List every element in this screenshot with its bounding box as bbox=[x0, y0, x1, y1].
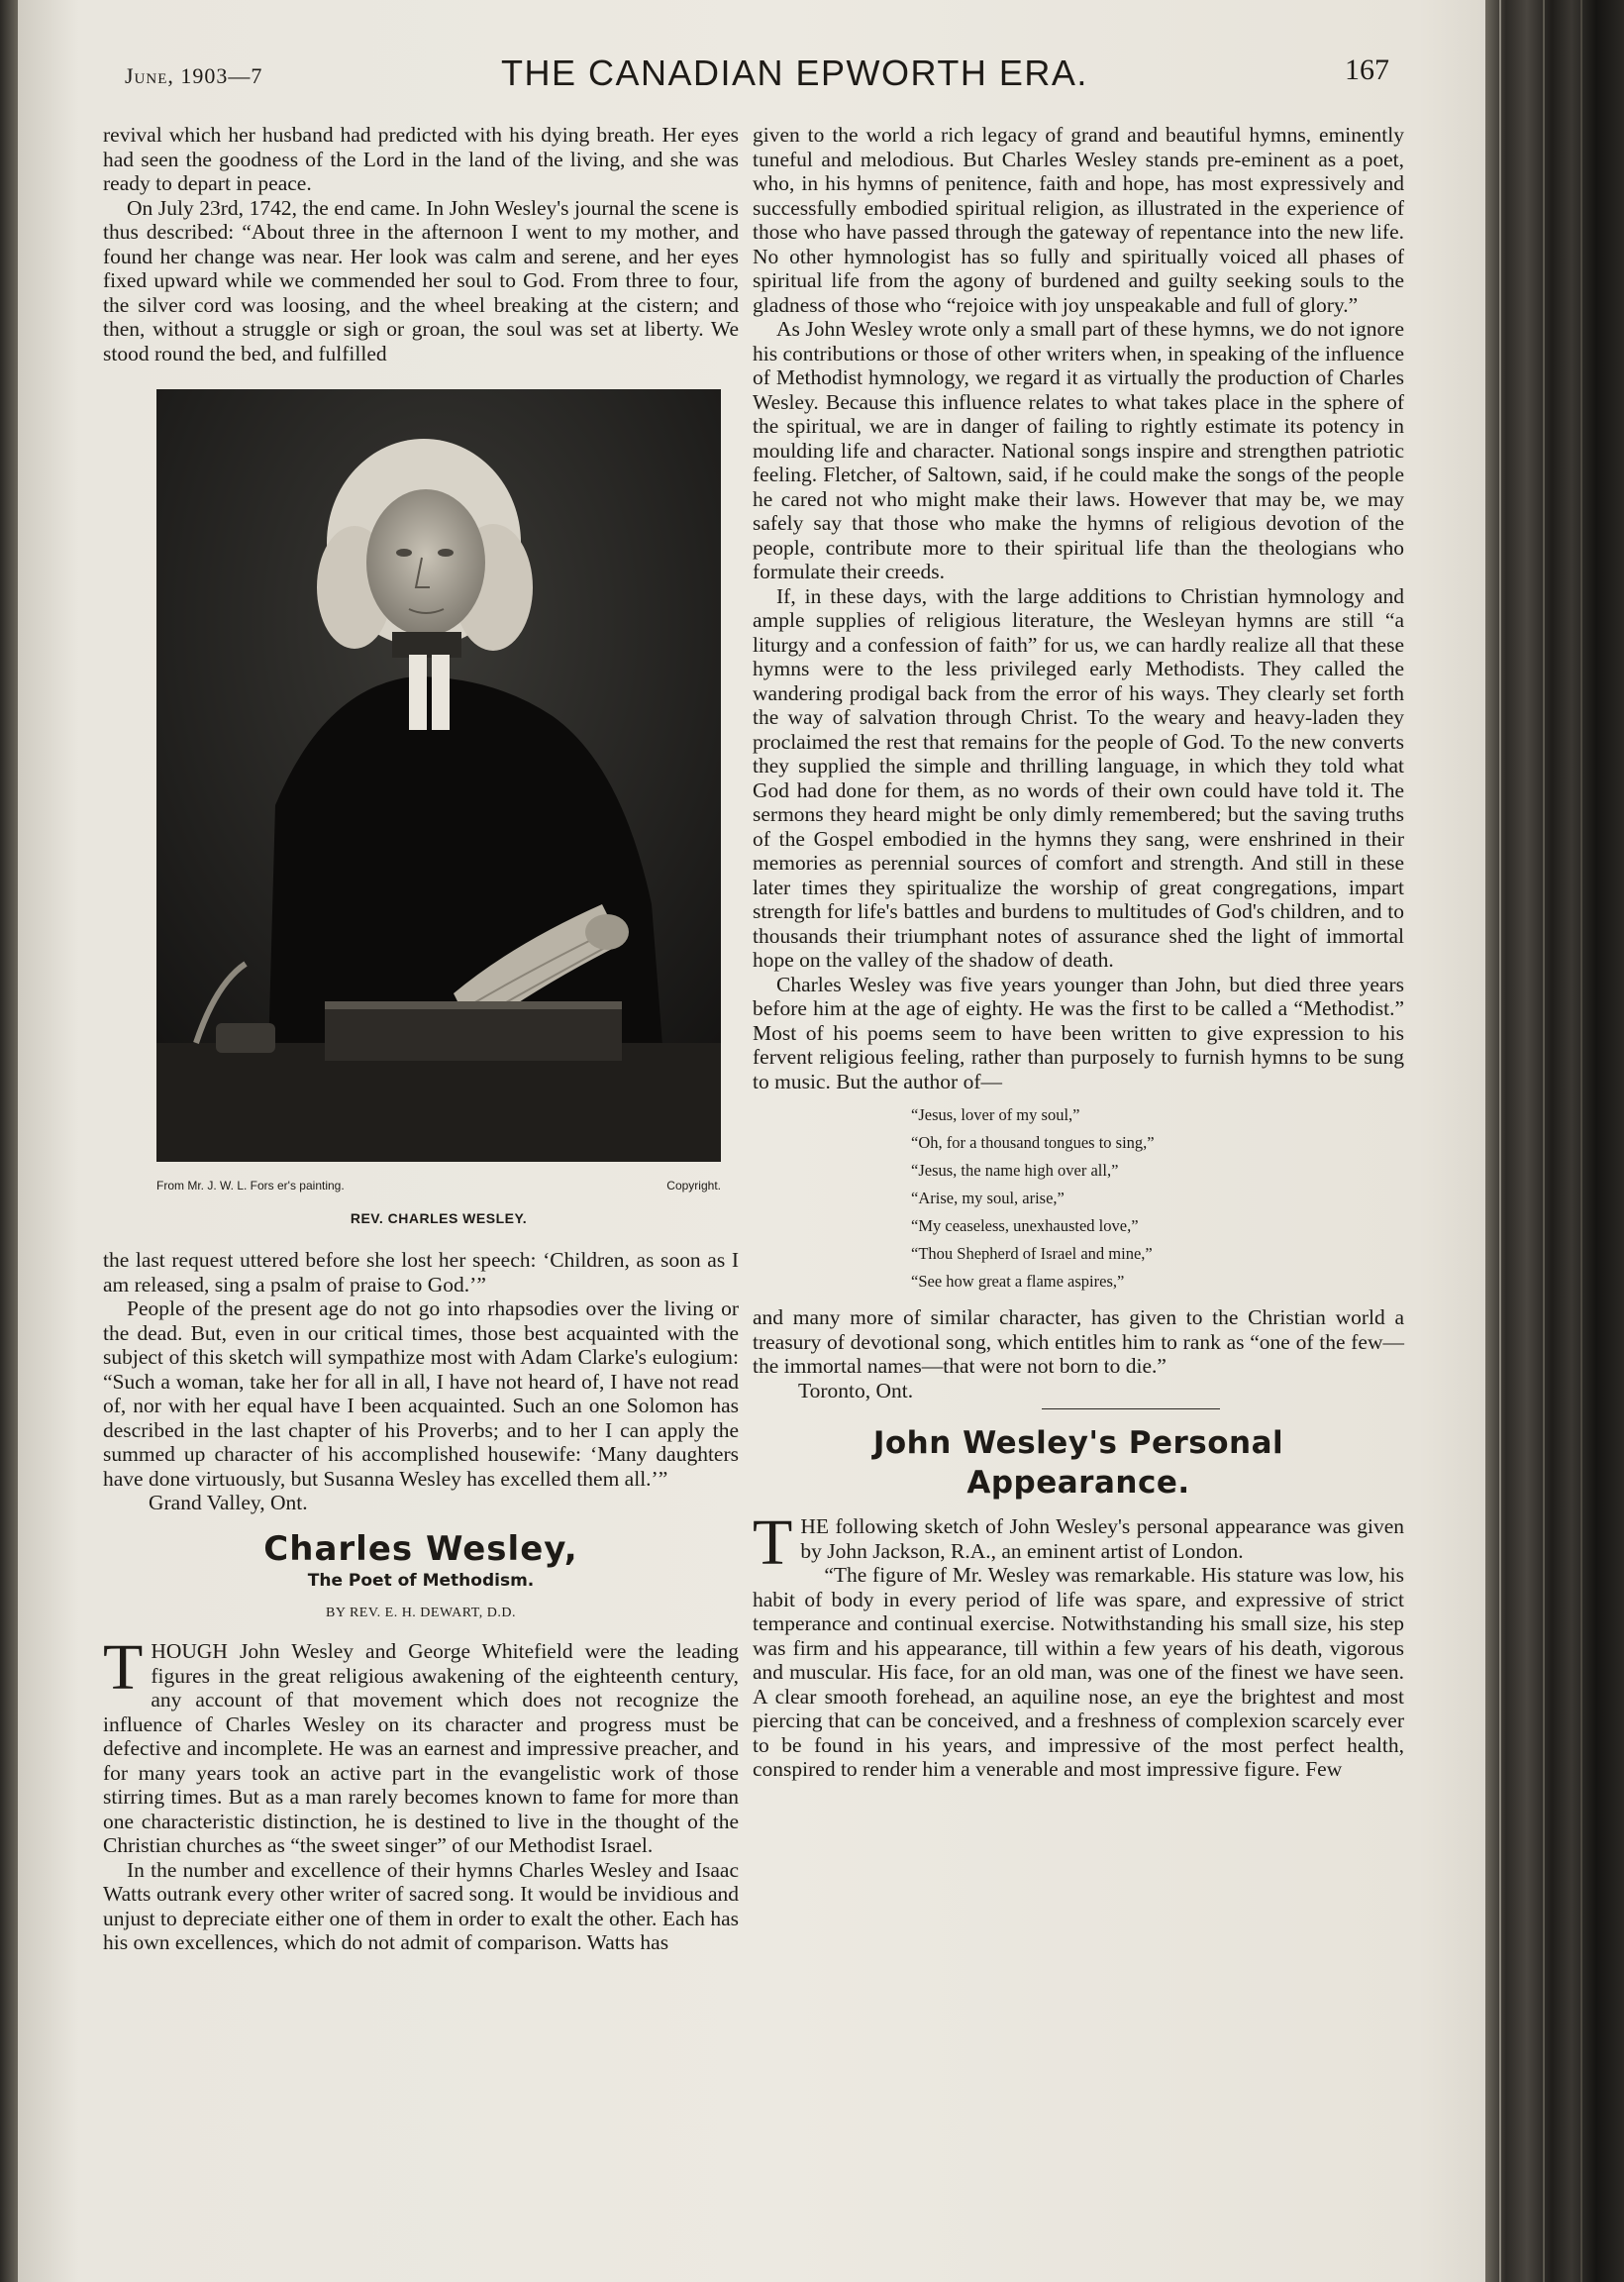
magazine-title: THE CANADIAN EPWORTH ERA. bbox=[501, 52, 1088, 93]
paragraph: If, in these days, with the large additions to Christian hymnology and ample supplies of religious literature, the Wesleyan hymns are still “a liturgy and a confession of faith” for us, we can hardly realize all that these hymns were to the less privileged early Methodists. They called the wandering prodigal back from the error of his ways. They clearly set forth the way of salvation through Christ. To the weary and heavy-laden they proclaimed the rest that remains for the people of God. To the new converts they supplied the simple and thrilling language, in which they told what God had done for them, as no words of their own could have told it. The sermons they heard might be only dimly remembered; but the saving truths of the Gospel embodied in the hymns they sang, were enshrined in their memories as perennial sources of comfort and strength. And still in these later times they spiritualize the worship of great congregations, impart strength for life's battles and burdens to multitudes of God's children, and to thousands their triumphant notes of assurance shed the light of immortal hope on the valley of the shadow of death. bbox=[753, 583, 1404, 972]
binding-edge bbox=[1543, 0, 1545, 2282]
paragraph-text: HE following sketch of John Wesley's personal appearance was given by John Jackson, R.A., an eminent artist of London. bbox=[800, 1514, 1404, 1563]
article-byline: BY REV. E. H. DEWART, D.D. bbox=[326, 1605, 516, 1620]
figure-caption: REV. CHARLES WESLEY. bbox=[350, 1209, 528, 1226]
paragraph: given to the world a rich legacy of grand and beautiful hymns, eminently tuneful and melodious. But Charles Wesley stands pre-eminent as a poet, who, in his hymns of penitence, faith and hope, has most expressively and successfully embodied spiritual religion, as illustrated in the experience of those who have passed through the gateway of repentance into the new life. No other hymnologist has so fully and spiritually voiced all phases of spiritual life from the agony of burdened and guilty seeking souls to the gladness of those who “rejoice with joy unspeakable and full of glory.” bbox=[753, 123, 1404, 317]
paragraph: As John Wesley wrote only a small part of these hymns, we do not ignore his contributions or those of other writers when, in speaking of the influence of Methodist hymnology, we regard it as virtually the production of Charles Wesley. Because this influence relates to what takes place in the sphere of the spiritual, we are in danger of failing to rightly estimate its potency in moulding life and character. National songs inspire and strengthen patriotic feeling. Fletcher, of Saltown, said, if he could make the songs of the people he cared not who might make their laws. However that may be, we may safely say that those who make the hymns of religious devotion of the people, contribute more to their spiritual life than the theologians who formulate their creeds. bbox=[753, 317, 1404, 583]
paragraph: revival which her husband had predicted with his dying breath. Her eyes had seen the goodness of the Lord in the land of the living, and she was ready to depart in peace. bbox=[103, 123, 739, 195]
signoff: Toronto, Ont. bbox=[798, 1378, 914, 1402]
signoff: Grand Valley, Ont. bbox=[149, 1491, 308, 1514]
scan-left-edge bbox=[0, 0, 18, 2282]
binding-edge bbox=[1499, 0, 1501, 2282]
paragraph bbox=[103, 1631, 739, 1858]
article-title: Charles Wesley, bbox=[263, 1528, 578, 1569]
article-title-line: John Wesley's Personal bbox=[872, 1425, 1284, 1461]
paragraph-text: HOUGH John Wesley and George Whitefield were the leading figures in the great religious awakening of the eighteenth century, any account of that movement which does not recognize the influence of Charles Wesley on its character and progress must be defective and incomplete. He was an earnest and impressive preacher, and for many years took an active part in the evangelistic work of those stirring times. But as a man rarely becomes known to fame for more than one characteristic distinction, he is destined to live in the thought of the Christian churches as “the sweet singer” of our Methodist Israel. bbox=[103, 1639, 739, 1857]
drop-cap: T bbox=[753, 1506, 793, 1579]
magazine-page bbox=[18, 0, 1541, 2282]
running-header bbox=[18, 48, 1541, 107]
paragraph: On July 23rd, 1742, the end came. In John Wesley's journal the scene is thus described: “About three in the afternoon I went to my mother, and found her change was near. Her look was calm and serene, and her eyes fixed upward while we commended her soul to God. From three to four, the silver cord was loosing, and the wheel breaking at the cistern; and then, without a struggle or sigh or groan, the soul was set at liberty. We stood round the bed, and fulfilled bbox=[103, 195, 739, 365]
article-title-line: Appearance. bbox=[966, 1465, 1190, 1501]
painting-credit: From Mr. J. W. L. Fors er's painting. bbox=[156, 1179, 345, 1193]
paragraph: People of the present age do not go into rhapsodies over the living or the dead. But, even in our critical times, those best acquainted with the subject of this sketch will sympathize most with Adam Clarke's eulogium: “Such a woman, take her for all in all, I have not heard of, I have not read of, nor with her equal have I been acquainted. Such an one Solomon has described in the last chapter of his Proverbs; and to her I can apply the summed up character of his accomplished housewife: ‘Many daughters have done virtuously, but Susanna Wesley has excelled them all.’” bbox=[103, 1297, 739, 1491]
issue-date: June, 1903—7 bbox=[125, 63, 263, 88]
right-column bbox=[753, 123, 1404, 1782]
hymn-line: “Arise, my soul, arise,” bbox=[911, 1189, 1065, 1207]
hymn-line: “See how great a flame aspires,” bbox=[911, 1272, 1125, 1291]
section-rule bbox=[1042, 1408, 1220, 1409]
hymn-list bbox=[911, 1101, 1404, 1296]
binding-edge bbox=[1580, 0, 1582, 2282]
drop-cap: T bbox=[103, 1631, 144, 1704]
hymn-line: “Jesus, the name high over all,” bbox=[911, 1161, 1119, 1180]
page-number: 167 bbox=[1345, 53, 1389, 86]
hymn-line: “My ceaseless, unexhausted love,” bbox=[911, 1216, 1139, 1235]
article-title bbox=[753, 1423, 1404, 1503]
portrait-figure bbox=[156, 389, 721, 1230]
paragraph: the last request uttered before she lost her speech: ‘Children, as soon as I am released, sing a psalm of praise to God.’” bbox=[103, 1248, 739, 1297]
paragraph: Charles Wesley was five years younger than John, but died three years before him at the age of eighty. He was the first to be called a “Methodist.” Most of his poems seem to have been written to give expression to his fervent religious feeling, rather than purposely to furnish hymns to be sung to music. But the author of— bbox=[753, 972, 1404, 1093]
paragraph: In the number and excellence of their hymns Charles Wesley and Isaac Watts outrank every other writer of sacred song. It would be invidious and unjust to depreciate either one of them in order to exalt the other. Each has his own excellences, which do not admit of comparison. Watts has bbox=[103, 1857, 739, 1954]
hymn-line: “Thou Shepherd of Israel and mine,” bbox=[911, 1244, 1153, 1263]
hymn-line: “Jesus, lover of my soul,” bbox=[911, 1105, 1080, 1124]
paragraph: and many more of similar character, has given to the Christian world a treasury of devotional song, which entitles him to rank as “one of the few—the immortal names—that were not born to die.” bbox=[753, 1305, 1404, 1378]
charles-wesley-portrait bbox=[156, 389, 721, 1162]
left-column bbox=[103, 123, 739, 1955]
figure-credits bbox=[156, 1174, 721, 1198]
paragraph bbox=[753, 1506, 1404, 1579]
paragraph: “The figure of Mr. Wesley was remarkable. His stature was low, his habit of body in every period of life was spare, and expressive of strict temperance and continual exercise. Notwithstanding his small size, his step was firm and his appearance, till within a few years of his death, vigorous and muscular. His face, for an old man, was one of the finest we have seen. A clear smooth forehead, an aquiline nose, an eye the brightest and most piercing that can be conceived, and a freshness of complexion scarcely ever to be found in his years, and impressive of the most perfect health, conspired to render him a venerable and most impressive figure. Few bbox=[753, 1563, 1404, 1781]
hymn-line: “Oh, for a thousand tongues to sing,” bbox=[911, 1133, 1155, 1152]
copyright-credit: Copyright. bbox=[666, 1179, 721, 1193]
book-binding bbox=[1485, 0, 1624, 2282]
article-subtitle: The Poet of Methodism. bbox=[307, 1571, 535, 1591]
